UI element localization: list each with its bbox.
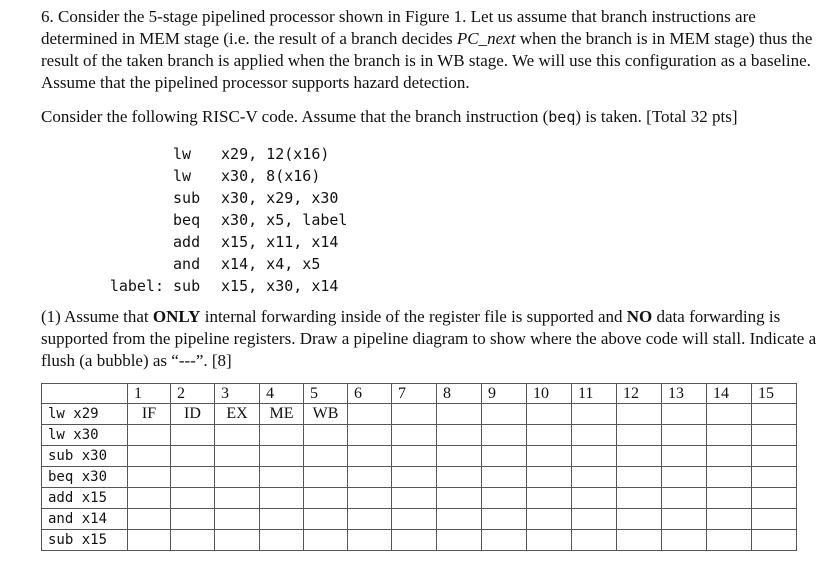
stage-cell[interactable] bbox=[215, 446, 260, 467]
cycle-number-cell: 10 bbox=[527, 384, 572, 404]
code-opcode: add bbox=[173, 233, 201, 251]
code-label bbox=[94, 231, 164, 253]
code-block bbox=[94, 143, 347, 297]
code-label bbox=[94, 165, 164, 187]
stage-cell[interactable] bbox=[171, 446, 215, 467]
stage-cell[interactable] bbox=[215, 530, 260, 551]
stage-cell[interactable] bbox=[304, 488, 348, 509]
code-line bbox=[94, 275, 347, 297]
code-line bbox=[94, 165, 347, 187]
code-intro: Consider the following RISC-V code. Assume that the branch instruction (beq) is taken. [Total 32 pts] bbox=[41, 107, 738, 126]
stage-cell[interactable] bbox=[304, 425, 348, 446]
stage-cell[interactable] bbox=[392, 509, 437, 530]
stage-cell[interactable] bbox=[392, 425, 437, 446]
code-operands: x15, x11, x14 bbox=[221, 233, 339, 251]
code-operands: x15, x30, x14 bbox=[221, 277, 339, 295]
stage-cell[interactable] bbox=[392, 404, 437, 425]
cycle-number-cell: 8 bbox=[437, 384, 482, 404]
stage-cell[interactable] bbox=[260, 446, 304, 467]
stage-cell[interactable] bbox=[662, 467, 707, 488]
cycle-number-cell: 14 bbox=[707, 384, 752, 404]
stage-cell[interactable] bbox=[392, 467, 437, 488]
table-row bbox=[42, 446, 797, 467]
stage-cell[interactable] bbox=[348, 404, 392, 425]
stage-cell[interactable] bbox=[707, 530, 752, 551]
cycle-number-cell: 3 bbox=[215, 384, 260, 404]
code-opcode: beq bbox=[173, 211, 201, 229]
pc-next-term: PC_next bbox=[456, 29, 516, 48]
stage-cell[interactable] bbox=[304, 446, 348, 467]
problem-statement: 6. Consider the 5-stage pipelined processor shown in Figure 1. Let us assume that branch instructions are determined in MEM stage (i.e. the result of a branch decides PC_next when the branch is in MEM stage) thus the result of the taken branch is applied when the branch is in WB stage. We will use this configuration as a baseline. Assume that the pipelined processor supports hazard detection. bbox=[41, 7, 813, 92]
stage-cell[interactable] bbox=[482, 467, 527, 488]
stage-cell[interactable] bbox=[572, 404, 617, 425]
stage-cell[interactable]: WB bbox=[304, 404, 348, 425]
cycle-header-row bbox=[42, 384, 797, 404]
code-operands: x14, x4, x5 bbox=[221, 255, 321, 273]
code-operands: x30, x29, x30 bbox=[221, 189, 339, 207]
cycle-number-cell: 13 bbox=[662, 384, 707, 404]
stage-cell[interactable] bbox=[437, 467, 482, 488]
stage-cell[interactable] bbox=[171, 425, 215, 446]
stage-cell[interactable]: EX bbox=[215, 404, 260, 425]
stage-cell[interactable] bbox=[392, 488, 437, 509]
stage-cell[interactable] bbox=[707, 446, 752, 467]
code-label bbox=[94, 253, 164, 275]
stage-cell[interactable] bbox=[662, 425, 707, 446]
stage-cell[interactable] bbox=[348, 425, 392, 446]
instruction-cell: sub x15 bbox=[42, 530, 128, 551]
stage-cell[interactable] bbox=[304, 467, 348, 488]
stage-cell[interactable] bbox=[215, 425, 260, 446]
stage-cell[interactable] bbox=[215, 488, 260, 509]
stage-cell[interactable] bbox=[572, 530, 617, 551]
stage-cell[interactable] bbox=[171, 467, 215, 488]
stage-cell[interactable] bbox=[662, 530, 707, 551]
cycle-number-cell: 6 bbox=[348, 384, 392, 404]
stage-cell[interactable] bbox=[707, 467, 752, 488]
stage-cell[interactable] bbox=[128, 488, 171, 509]
cycle-number-cell: 12 bbox=[617, 384, 662, 404]
stage-cell[interactable] bbox=[572, 488, 617, 509]
stage-cell[interactable] bbox=[527, 467, 572, 488]
code-operands: x30, 8(x16) bbox=[221, 167, 321, 185]
table-row bbox=[42, 530, 797, 551]
stage-cell[interactable] bbox=[128, 425, 171, 446]
cycle-number-cell: 2 bbox=[171, 384, 215, 404]
cycle-number-cell: 1 bbox=[128, 384, 171, 404]
cycle-number-cell: 5 bbox=[304, 384, 348, 404]
code-opcode: sub bbox=[173, 277, 201, 295]
stage-cell[interactable] bbox=[482, 404, 527, 425]
stage-cell[interactable] bbox=[482, 509, 527, 530]
stage-cell[interactable] bbox=[527, 530, 572, 551]
stage-cell[interactable] bbox=[260, 467, 304, 488]
stage-cell[interactable] bbox=[437, 509, 482, 530]
stage-cell[interactable] bbox=[348, 446, 392, 467]
stage-cell[interactable] bbox=[662, 509, 707, 530]
table-row bbox=[42, 509, 797, 530]
stage-cell[interactable] bbox=[527, 425, 572, 446]
stage-cell[interactable] bbox=[617, 404, 662, 425]
stage-cell[interactable] bbox=[260, 488, 304, 509]
stage-cell[interactable] bbox=[260, 425, 304, 446]
code-line bbox=[94, 187, 347, 209]
stage-cell[interactable] bbox=[662, 404, 707, 425]
stage-cell[interactable] bbox=[662, 446, 707, 467]
stage-cell[interactable] bbox=[392, 530, 437, 551]
stage-cell[interactable] bbox=[171, 488, 215, 509]
stage-cell[interactable] bbox=[527, 488, 572, 509]
instruction-cell: and x14 bbox=[42, 509, 128, 530]
stage-cell[interactable] bbox=[662, 488, 707, 509]
stage-cell[interactable] bbox=[752, 446, 797, 467]
cycle-number-cell: 9 bbox=[482, 384, 527, 404]
stage-cell[interactable] bbox=[437, 446, 482, 467]
stage-cell[interactable] bbox=[482, 488, 527, 509]
code-label bbox=[94, 143, 164, 165]
stage-cell[interactable] bbox=[437, 404, 482, 425]
code-line bbox=[94, 231, 347, 253]
stage-cell[interactable] bbox=[707, 404, 752, 425]
stage-cell[interactable] bbox=[707, 488, 752, 509]
beq-inline-code: beq bbox=[548, 108, 576, 126]
code-label: label: bbox=[109, 277, 164, 295]
stage-cell[interactable] bbox=[437, 530, 482, 551]
instruction-cell: lw x29 bbox=[42, 404, 128, 425]
stage-cell[interactable] bbox=[215, 467, 260, 488]
code-line bbox=[94, 253, 347, 275]
stage-cell[interactable] bbox=[482, 530, 527, 551]
stage-cell[interactable] bbox=[348, 530, 392, 551]
stage-cell[interactable] bbox=[128, 446, 171, 467]
stage-cell[interactable] bbox=[707, 425, 752, 446]
stage-cell[interactable] bbox=[527, 404, 572, 425]
stage-cell[interactable] bbox=[128, 530, 171, 551]
stage-cell[interactable] bbox=[304, 530, 348, 551]
code-label bbox=[94, 187, 164, 209]
stage-cell[interactable] bbox=[348, 488, 392, 509]
cycle-number-cell: 11 bbox=[572, 384, 617, 404]
stage-cell[interactable] bbox=[482, 425, 527, 446]
stage-cell[interactable] bbox=[617, 467, 662, 488]
stage-cell[interactable] bbox=[572, 425, 617, 446]
code-line bbox=[94, 209, 347, 231]
stage-cell[interactable]: ME bbox=[260, 404, 304, 425]
pipeline-diagram-table bbox=[41, 383, 797, 551]
stage-cell[interactable] bbox=[260, 530, 304, 551]
stage-cell[interactable] bbox=[260, 509, 304, 530]
no-emphasis: NO bbox=[626, 307, 653, 326]
stage-cell[interactable] bbox=[752, 488, 797, 509]
stage-cell[interactable] bbox=[617, 446, 662, 467]
code-opcode: sub bbox=[173, 189, 201, 207]
stage-cell[interactable] bbox=[482, 446, 527, 467]
stage-cell[interactable] bbox=[392, 446, 437, 467]
stage-cell[interactable] bbox=[752, 530, 797, 551]
table-row bbox=[42, 404, 797, 425]
code-opcode: and bbox=[173, 255, 201, 273]
stage-cell[interactable] bbox=[437, 425, 482, 446]
cycle-number-cell: 4 bbox=[260, 384, 304, 404]
only-emphasis: ONLY bbox=[152, 307, 201, 326]
part-1-question: (1) Assume that ONLY internal forwarding inside of the register file is supported and NO data forwarding is supported from the pipeline registers. Draw a pipeline diagram to show where the above code will stall. Indicate a flush (a bubble) as “---”. [8] bbox=[41, 307, 817, 370]
stage-cell[interactable] bbox=[128, 509, 171, 530]
stage-cell[interactable] bbox=[128, 467, 171, 488]
instruction-cell: lw x30 bbox=[42, 425, 128, 446]
stage-cell[interactable] bbox=[348, 509, 392, 530]
stage-cell[interactable] bbox=[752, 467, 797, 488]
code-operands: x29, 12(x16) bbox=[221, 145, 330, 163]
stage-cell[interactable] bbox=[572, 509, 617, 530]
cycle-number-cell: 7 bbox=[392, 384, 437, 404]
stage-cell[interactable] bbox=[617, 425, 662, 446]
code-line bbox=[94, 143, 347, 165]
stage-cell[interactable] bbox=[527, 509, 572, 530]
instruction-cell: sub x30 bbox=[42, 446, 128, 467]
code-opcode: lw bbox=[173, 145, 192, 163]
cycle-number-cell: 15 bbox=[752, 384, 797, 404]
instruction-cell: beq x30 bbox=[42, 467, 128, 488]
problem-number: 6. bbox=[41, 7, 54, 26]
stage-cell[interactable] bbox=[617, 488, 662, 509]
stage-cell[interactable] bbox=[437, 488, 482, 509]
code-opcode: lw bbox=[173, 167, 192, 185]
stage-cell[interactable] bbox=[304, 509, 348, 530]
instruction-cell: add x15 bbox=[42, 488, 128, 509]
stage-cell[interactable]: ID bbox=[171, 404, 215, 425]
stage-cell[interactable] bbox=[752, 425, 797, 446]
stage-cell[interactable] bbox=[752, 404, 797, 425]
stage-cell[interactable] bbox=[707, 509, 752, 530]
stage-cell[interactable] bbox=[348, 467, 392, 488]
header-corner-cell bbox=[42, 384, 128, 404]
stage-cell[interactable]: IF bbox=[128, 404, 171, 425]
stage-cell[interactable] bbox=[617, 530, 662, 551]
table-row bbox=[42, 467, 797, 488]
code-label bbox=[94, 209, 164, 231]
stage-cell[interactable] bbox=[527, 446, 572, 467]
stage-cell[interactable] bbox=[171, 530, 215, 551]
table-row bbox=[42, 425, 797, 446]
stage-cell[interactable] bbox=[572, 467, 617, 488]
stage-cell[interactable] bbox=[215, 509, 260, 530]
stage-cell[interactable] bbox=[572, 446, 617, 467]
stage-cell[interactable] bbox=[171, 509, 215, 530]
stage-cell[interactable] bbox=[752, 509, 797, 530]
code-operands: x30, x5, label bbox=[221, 211, 348, 229]
stage-cell[interactable] bbox=[617, 509, 662, 530]
table-row bbox=[42, 488, 797, 509]
